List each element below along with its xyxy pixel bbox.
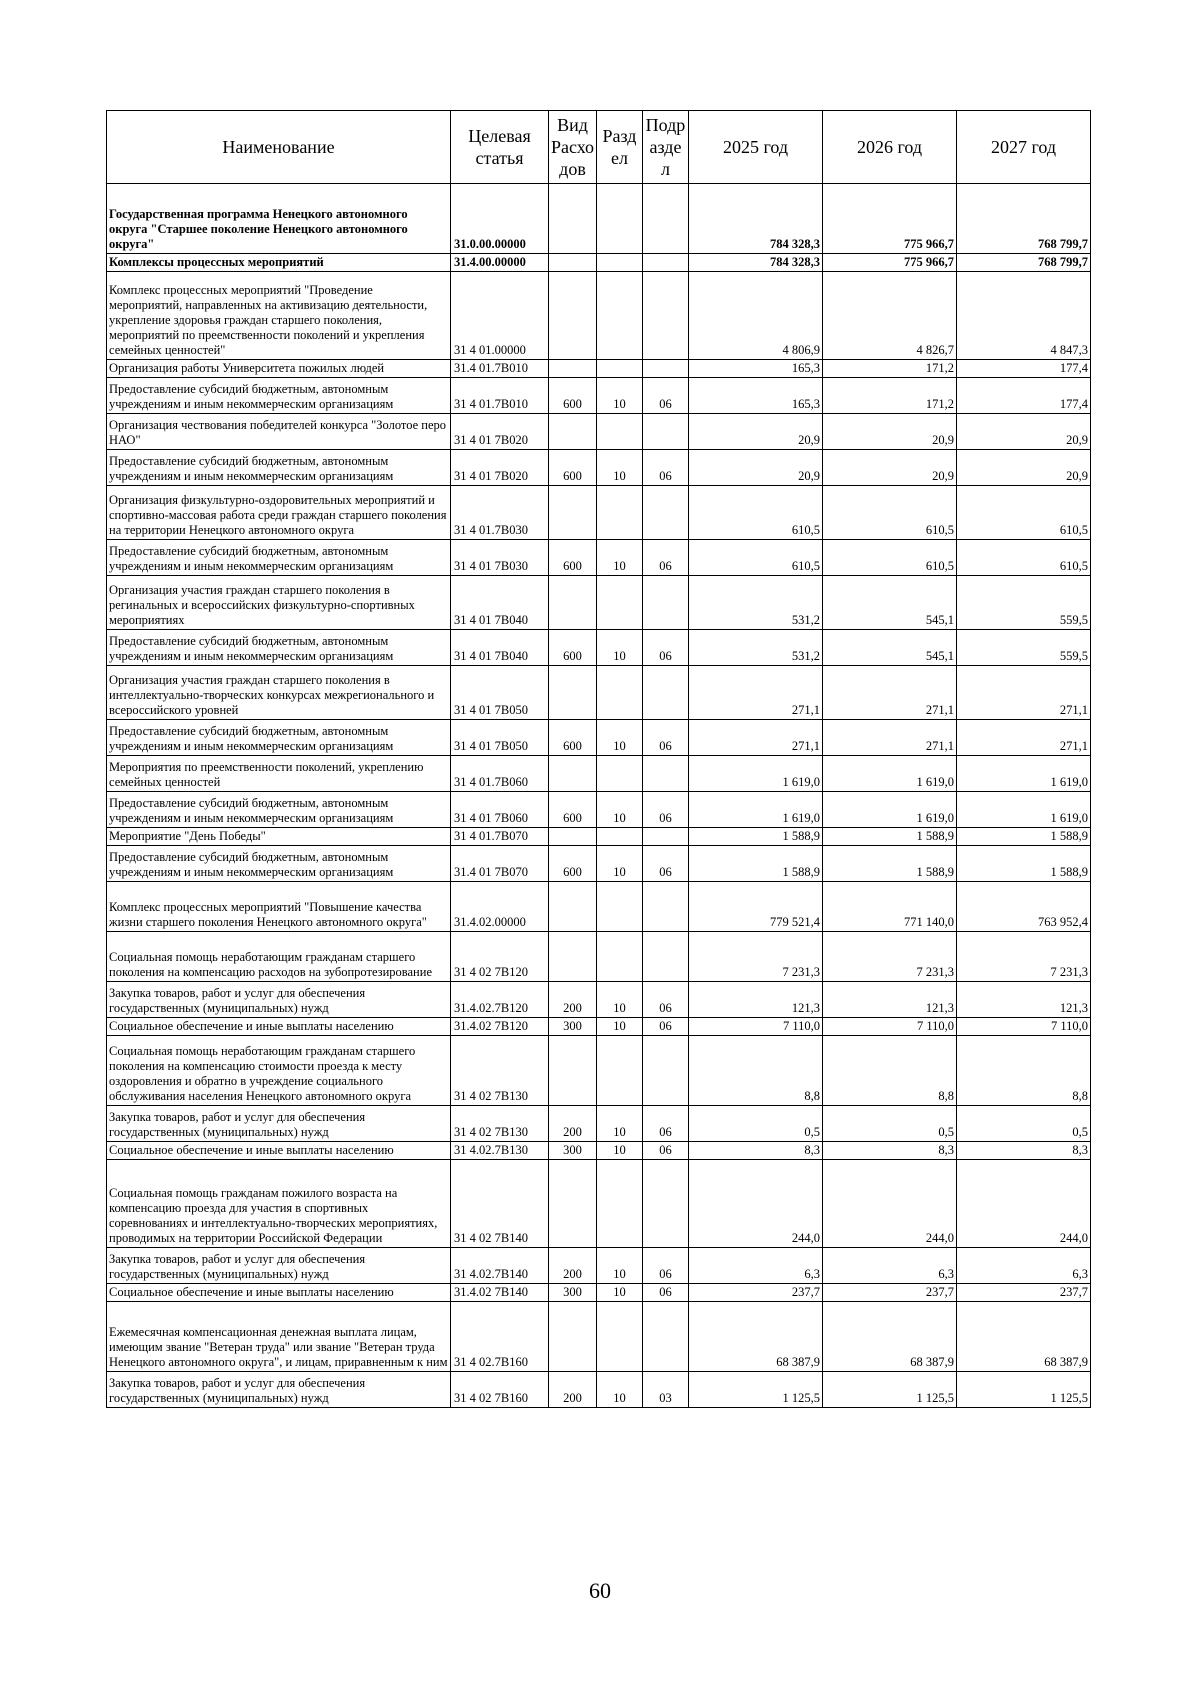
cell-2026: 775 966,7 bbox=[823, 184, 957, 254]
cell-target-article: 31 4 01.7В010 bbox=[451, 378, 549, 414]
cell-subsection: 06 bbox=[643, 540, 689, 576]
cell-subsection: 06 bbox=[643, 982, 689, 1018]
table-row bbox=[107, 450, 1091, 486]
cell-2026: 237,7 bbox=[823, 1284, 957, 1302]
cell-target-article: 31.4.02.00000 bbox=[451, 882, 549, 932]
cell-name: Предоставление субсидий бюджетным, автономным учреждениям и иным некоммерческим организациям bbox=[107, 378, 451, 414]
cell-subsection bbox=[643, 184, 689, 254]
cell-2027: 271,1 bbox=[957, 666, 1091, 720]
cell-section bbox=[597, 1302, 643, 1372]
cell-section bbox=[597, 1160, 643, 1248]
cell-target-article: 31 4 01 7В050 bbox=[451, 666, 549, 720]
table-row bbox=[107, 932, 1091, 982]
table-header-row bbox=[107, 111, 1091, 184]
cell-2025: 610,5 bbox=[689, 540, 823, 576]
cell-expense-type bbox=[549, 756, 597, 792]
cell-name: Мероприятия по преемственности поколений, укреплению семейных ценностей bbox=[107, 756, 451, 792]
cell-expense-type: 600 bbox=[549, 630, 597, 666]
cell-2027: 4 847,3 bbox=[957, 272, 1091, 360]
header-2027: 2027 год bbox=[957, 111, 1091, 184]
cell-target-article: 31.4.02 7В140 bbox=[451, 1284, 549, 1302]
cell-subsection: 06 bbox=[643, 1284, 689, 1302]
cell-2026: 68 387,9 bbox=[823, 1302, 957, 1372]
table-row bbox=[107, 540, 1091, 576]
cell-2025: 271,1 bbox=[689, 666, 823, 720]
cell-expense-type bbox=[549, 1160, 597, 1248]
header-2026: 2026 год bbox=[823, 111, 957, 184]
cell-subsection: 06 bbox=[643, 1142, 689, 1160]
table-row bbox=[107, 982, 1091, 1018]
cell-section bbox=[597, 254, 643, 272]
cell-expense-type: 200 bbox=[549, 1248, 597, 1284]
header-section: Разд ел bbox=[597, 111, 643, 184]
header-2025: 2025 год bbox=[689, 111, 823, 184]
cell-2026: 271,1 bbox=[823, 666, 957, 720]
cell-name: Социальная помощь неработающим гражданам старшего поколения на компенсацию расходов на зубопротезирование bbox=[107, 932, 451, 982]
cell-2027: 177,4 bbox=[957, 378, 1091, 414]
cell-target-article: 31 4 02 7В120 bbox=[451, 932, 549, 982]
cell-expense-type bbox=[549, 882, 597, 932]
cell-name: Закупка товаров, работ и услуг для обеспечения государственных (муниципальных) нужд bbox=[107, 1372, 451, 1408]
cell-name: Организация физкультурно-оздоровительных мероприятий и спортивно-массовая работа среди граждан старшего поколения на территории Ненецкого автономного округа bbox=[107, 486, 451, 540]
cell-2027: 20,9 bbox=[957, 450, 1091, 486]
cell-target-article: 31.4.02 7В120 bbox=[451, 1018, 549, 1036]
cell-section: 10 bbox=[597, 378, 643, 414]
cell-2025: 20,9 bbox=[689, 450, 823, 486]
cell-subsection bbox=[643, 576, 689, 630]
cell-expense-type: 600 bbox=[549, 846, 597, 882]
cell-2026: 1 619,0 bbox=[823, 792, 957, 828]
table-row bbox=[107, 1036, 1091, 1106]
cell-expense-type: 600 bbox=[549, 720, 597, 756]
cell-section: 10 bbox=[597, 450, 643, 486]
cell-2027: 768 799,7 bbox=[957, 254, 1091, 272]
table-row bbox=[107, 360, 1091, 378]
cell-subsection bbox=[643, 254, 689, 272]
cell-section: 10 bbox=[597, 1284, 643, 1302]
cell-section bbox=[597, 184, 643, 254]
cell-target-article: 31 4 02 7В140 bbox=[451, 1160, 549, 1248]
cell-2025: 8,3 bbox=[689, 1142, 823, 1160]
cell-2026: 171,2 bbox=[823, 360, 957, 378]
cell-2026: 771 140,0 bbox=[823, 882, 957, 932]
cell-2027: 271,1 bbox=[957, 720, 1091, 756]
cell-section: 10 bbox=[597, 1018, 643, 1036]
table-row bbox=[107, 882, 1091, 932]
cell-expense-type: 200 bbox=[549, 1372, 597, 1408]
cell-name: Государственная программа Ненецкого автономного округа "Старшее поколение Ненецкого автономного округа" bbox=[107, 184, 451, 254]
cell-target-article: 31 4.02.7В130 bbox=[451, 1142, 549, 1160]
cell-section bbox=[597, 360, 643, 378]
cell-name: Комплексы процессных мероприятий bbox=[107, 254, 451, 272]
cell-2025: 610,5 bbox=[689, 486, 823, 540]
cell-2027: 0,5 bbox=[957, 1106, 1091, 1142]
cell-subsection: 06 bbox=[643, 846, 689, 882]
cell-name: Предоставление субсидий бюджетным, автономным учреждениям и иным некоммерческим организациям bbox=[107, 540, 451, 576]
cell-subsection bbox=[643, 272, 689, 360]
cell-2027: 1 588,9 bbox=[957, 828, 1091, 846]
cell-2025: 244,0 bbox=[689, 1160, 823, 1248]
cell-expense-type: 300 bbox=[549, 1018, 597, 1036]
cell-expense-type bbox=[549, 360, 597, 378]
cell-name: Предоставление субсидий бюджетным, автономным учреждениям и иным некоммерческим организациям bbox=[107, 720, 451, 756]
cell-subsection: 06 bbox=[643, 450, 689, 486]
cell-2027: 1 619,0 bbox=[957, 792, 1091, 828]
cell-subsection: 06 bbox=[643, 792, 689, 828]
cell-expense-type bbox=[549, 184, 597, 254]
cell-target-article: 31 4 02 7В160 bbox=[451, 1372, 549, 1408]
cell-target-article: 31 4 02.7В160 bbox=[451, 1302, 549, 1372]
cell-expense-type bbox=[549, 254, 597, 272]
cell-target-article: 31 4 01.7В030 bbox=[451, 486, 549, 540]
cell-subsection: 03 bbox=[643, 1372, 689, 1408]
cell-2025: 165,3 bbox=[689, 360, 823, 378]
cell-2027: 177,4 bbox=[957, 360, 1091, 378]
cell-expense-type: 600 bbox=[549, 792, 597, 828]
cell-expense-type bbox=[549, 1302, 597, 1372]
cell-2025: 784 328,3 bbox=[689, 184, 823, 254]
cell-name: Закупка товаров, работ и услуг для обеспечения государственных (муниципальных) нужд bbox=[107, 1248, 451, 1284]
cell-expense-type bbox=[549, 576, 597, 630]
cell-expense-type bbox=[549, 666, 597, 720]
cell-name: Социальная помощь гражданам пожилого возраста на компенсацию проезда для участия в спортивных соревнованиях и интеллектуально-творческих мероприятиях, проводимых на территории Российской Федерации bbox=[107, 1160, 451, 1248]
cell-target-article: 31 4 02 7В130 bbox=[451, 1106, 549, 1142]
cell-2026: 7 231,3 bbox=[823, 932, 957, 982]
cell-2025: 271,1 bbox=[689, 720, 823, 756]
table-row bbox=[107, 1372, 1091, 1408]
cell-2027: 7 110,0 bbox=[957, 1018, 1091, 1036]
cell-expense-type bbox=[549, 272, 597, 360]
cell-2027: 8,3 bbox=[957, 1142, 1091, 1160]
cell-2025: 0,5 bbox=[689, 1106, 823, 1142]
cell-section bbox=[597, 756, 643, 792]
cell-2025: 68 387,9 bbox=[689, 1302, 823, 1372]
cell-section: 10 bbox=[597, 540, 643, 576]
cell-2026: 4 826,7 bbox=[823, 272, 957, 360]
table-body bbox=[107, 184, 1091, 1408]
cell-2025: 1 619,0 bbox=[689, 756, 823, 792]
cell-expense-type: 300 bbox=[549, 1142, 597, 1160]
cell-2025: 779 521,4 bbox=[689, 882, 823, 932]
cell-2026: 545,1 bbox=[823, 576, 957, 630]
table-row bbox=[107, 1248, 1091, 1284]
cell-section: 10 bbox=[597, 1142, 643, 1160]
cell-2025: 20,9 bbox=[689, 414, 823, 450]
cell-name: Социальная помощь неработающим гражданам старшего поколения на компенсацию стоимости проезда к месту оздоровления и обратно в учреждение социального обслуживания населения Ненецкого автономного округа bbox=[107, 1036, 451, 1106]
cell-target-article: 31 4 01.7В060 bbox=[451, 756, 549, 792]
cell-2025: 237,7 bbox=[689, 1284, 823, 1302]
cell-name: Предоставление субсидий бюджетным, автономным учреждениям и иным некоммерческим организациям bbox=[107, 450, 451, 486]
cell-target-article: 31 4 01 7В040 bbox=[451, 630, 549, 666]
cell-name: Закупка товаров, работ и услуг для обеспечения государственных (муниципальных) нужд bbox=[107, 982, 451, 1018]
table-row bbox=[107, 254, 1091, 272]
table-row bbox=[107, 378, 1091, 414]
cell-subsection bbox=[643, 1160, 689, 1248]
table-row bbox=[107, 720, 1091, 756]
cell-2027: 68 387,9 bbox=[957, 1302, 1091, 1372]
cell-name: Мероприятие "День Победы" bbox=[107, 828, 451, 846]
cell-2027: 768 799,7 bbox=[957, 184, 1091, 254]
cell-subsection bbox=[643, 1036, 689, 1106]
cell-section: 10 bbox=[597, 982, 643, 1018]
cell-section: 10 bbox=[597, 1372, 643, 1408]
cell-name: Предоставление субсидий бюджетным, автономным учреждениям и иным некоммерческим организациям bbox=[107, 792, 451, 828]
cell-2026: 1 588,9 bbox=[823, 846, 957, 882]
cell-section bbox=[597, 828, 643, 846]
table-row bbox=[107, 1160, 1091, 1248]
cell-target-article: 31.4.00.00000 bbox=[451, 254, 549, 272]
cell-2026: 610,5 bbox=[823, 540, 957, 576]
cell-2025: 8,8 bbox=[689, 1036, 823, 1106]
table-row bbox=[107, 756, 1091, 792]
cell-subsection: 06 bbox=[643, 378, 689, 414]
cell-2025: 1 619,0 bbox=[689, 792, 823, 828]
cell-expense-type: 200 bbox=[549, 982, 597, 1018]
cell-section bbox=[597, 272, 643, 360]
cell-2026: 1 125,5 bbox=[823, 1372, 957, 1408]
cell-2026: 6,3 bbox=[823, 1248, 957, 1284]
cell-2025: 531,2 bbox=[689, 630, 823, 666]
cell-section: 10 bbox=[597, 630, 643, 666]
header-target-article: Целевая статья bbox=[451, 111, 549, 184]
table-row bbox=[107, 272, 1091, 360]
cell-section bbox=[597, 932, 643, 982]
cell-expense-type bbox=[549, 932, 597, 982]
header-subsection: Подр азде л bbox=[643, 111, 689, 184]
cell-subsection bbox=[643, 666, 689, 720]
cell-expense-type: 300 bbox=[549, 1284, 597, 1302]
table-row bbox=[107, 486, 1091, 540]
cell-subsection bbox=[643, 414, 689, 450]
cell-section: 10 bbox=[597, 846, 643, 882]
cell-subsection bbox=[643, 756, 689, 792]
table-row bbox=[107, 666, 1091, 720]
table-row bbox=[107, 576, 1091, 630]
cell-target-article: 31 4 02 7В130 bbox=[451, 1036, 549, 1106]
cell-2026: 1 619,0 bbox=[823, 756, 957, 792]
cell-2027: 20,9 bbox=[957, 414, 1091, 450]
cell-2026: 20,9 bbox=[823, 450, 957, 486]
cell-expense-type: 200 bbox=[549, 1106, 597, 1142]
table-row bbox=[107, 828, 1091, 846]
cell-section: 10 bbox=[597, 1248, 643, 1284]
cell-2026: 171,2 bbox=[823, 378, 957, 414]
cell-name: Организация участия граждан старшего поколения в регинальных и всероссийских физкультурно-спортивных мероприятиях bbox=[107, 576, 451, 630]
cell-2026: 610,5 bbox=[823, 486, 957, 540]
cell-subsection: 06 bbox=[643, 630, 689, 666]
cell-2027: 6,3 bbox=[957, 1248, 1091, 1284]
cell-target-article: 31 4 01 7В060 bbox=[451, 792, 549, 828]
table-row bbox=[107, 1106, 1091, 1142]
cell-target-article: 31 4 01 7В030 bbox=[451, 540, 549, 576]
cell-name: Социальное обеспечение и иные выплаты населению bbox=[107, 1018, 451, 1036]
cell-2025: 784 328,3 bbox=[689, 254, 823, 272]
cell-subsection: 06 bbox=[643, 1248, 689, 1284]
cell-subsection: 06 bbox=[643, 1106, 689, 1142]
cell-2025: 531,2 bbox=[689, 576, 823, 630]
cell-2026: 244,0 bbox=[823, 1160, 957, 1248]
cell-name: Комплекс процессных мероприятий "Повышение качества жизни старшего поколения Ненецкого автономного округа" bbox=[107, 882, 451, 932]
cell-target-article: 31 4 01.7В070 bbox=[451, 828, 549, 846]
cell-expense-type bbox=[549, 414, 597, 450]
cell-target-article: 31.0.00.00000 bbox=[451, 184, 549, 254]
cell-2026: 8,3 bbox=[823, 1142, 957, 1160]
cell-2026: 121,3 bbox=[823, 982, 957, 1018]
cell-2025: 121,3 bbox=[689, 982, 823, 1018]
cell-subsection bbox=[643, 360, 689, 378]
table-row bbox=[107, 1284, 1091, 1302]
cell-target-article: 31 4 01 7В020 bbox=[451, 414, 549, 450]
cell-expense-type: 600 bbox=[549, 378, 597, 414]
cell-subsection bbox=[643, 486, 689, 540]
cell-2026: 1 588,9 bbox=[823, 828, 957, 846]
cell-2027: 1 588,9 bbox=[957, 846, 1091, 882]
cell-target-article: 31.4 01.7В010 bbox=[451, 360, 549, 378]
cell-2026: 7 110,0 bbox=[823, 1018, 957, 1036]
cell-2027: 559,5 bbox=[957, 630, 1091, 666]
cell-2027: 7 231,3 bbox=[957, 932, 1091, 982]
page-number: 60 bbox=[589, 1578, 611, 1603]
cell-section bbox=[597, 486, 643, 540]
cell-2026: 8,8 bbox=[823, 1036, 957, 1106]
cell-2027: 8,8 bbox=[957, 1036, 1091, 1106]
cell-target-article: 31 4 01 7В020 bbox=[451, 450, 549, 486]
cell-2025: 1 588,9 bbox=[689, 828, 823, 846]
header-expense-type: Вид Расхо дов bbox=[549, 111, 597, 184]
budget-table-sheet bbox=[106, 110, 1090, 1408]
cell-expense-type bbox=[549, 828, 597, 846]
cell-subsection bbox=[643, 882, 689, 932]
cell-name: Организация работы Университета пожилых людей bbox=[107, 360, 451, 378]
table-row bbox=[107, 630, 1091, 666]
cell-2025: 7 110,0 bbox=[689, 1018, 823, 1036]
cell-2025: 7 231,3 bbox=[689, 932, 823, 982]
cell-expense-type bbox=[549, 486, 597, 540]
cell-name: Организация участия граждан старшего поколения в интеллектуально-творческих конкурсах межрегионального и всероссийского уровней bbox=[107, 666, 451, 720]
cell-name: Ежемесячная компенсационная денежная выплата лицам, имеющим звание "Ветеран труда" или звание "Ветеран труда Ненецкого автономного округа", и лицам, приравненным к ним bbox=[107, 1302, 451, 1372]
table-row bbox=[107, 1142, 1091, 1160]
cell-2025: 1 125,5 bbox=[689, 1372, 823, 1408]
cell-section bbox=[597, 882, 643, 932]
cell-section: 10 bbox=[597, 720, 643, 756]
cell-expense-type bbox=[549, 1036, 597, 1106]
cell-target-article: 31 4 01 7В040 bbox=[451, 576, 549, 630]
table-row bbox=[107, 1018, 1091, 1036]
cell-target-article: 31 4 01 7В050 bbox=[451, 720, 549, 756]
cell-name: Комплекс процессных мероприятий "Проведение мероприятий, направленных на активизацию деятельности, укрепление здоровья граждан старшего поколения, мероприятий по преемственности поколений и укрепления семейных ценностей" bbox=[107, 272, 451, 360]
cell-2027: 763 952,4 bbox=[957, 882, 1091, 932]
cell-2025: 1 588,9 bbox=[689, 846, 823, 882]
cell-2027: 1 619,0 bbox=[957, 756, 1091, 792]
cell-2027: 244,0 bbox=[957, 1160, 1091, 1248]
cell-name: Предоставление субсидий бюджетным, автономным учреждениям и иным некоммерческим организациям bbox=[107, 630, 451, 666]
cell-name: Социальное обеспечение и иные выплаты населению bbox=[107, 1142, 451, 1160]
cell-2026: 0,5 bbox=[823, 1106, 957, 1142]
cell-subsection bbox=[643, 828, 689, 846]
header-name: Наименование bbox=[107, 111, 451, 184]
cell-2027: 237,7 bbox=[957, 1284, 1091, 1302]
cell-2026: 271,1 bbox=[823, 720, 957, 756]
cell-name: Закупка товаров, работ и услуг для обеспечения государственных (муниципальных) нужд bbox=[107, 1106, 451, 1142]
table-row bbox=[107, 792, 1091, 828]
cell-2027: 610,5 bbox=[957, 486, 1091, 540]
table-row bbox=[107, 846, 1091, 882]
table-row bbox=[107, 414, 1091, 450]
cell-name: Организация чествования победителей конкурса "Золотое перо НАО" bbox=[107, 414, 451, 450]
cell-subsection bbox=[643, 932, 689, 982]
cell-name: Предоставление субсидий бюджетным, автономным учреждениям и иным некоммерческим организациям bbox=[107, 846, 451, 882]
cell-target-article: 31 4.02.7В140 bbox=[451, 1248, 549, 1284]
cell-section: 10 bbox=[597, 1106, 643, 1142]
cell-target-article: 31.4 01 7В070 bbox=[451, 846, 549, 882]
cell-2027: 1 125,5 bbox=[957, 1372, 1091, 1408]
cell-name: Социальное обеспечение и иные выплаты населению bbox=[107, 1284, 451, 1302]
cell-subsection bbox=[643, 1302, 689, 1372]
budget-table bbox=[106, 110, 1091, 1408]
cell-expense-type: 600 bbox=[549, 450, 597, 486]
cell-2025: 165,3 bbox=[689, 378, 823, 414]
cell-2026: 20,9 bbox=[823, 414, 957, 450]
cell-subsection: 06 bbox=[643, 720, 689, 756]
table-row bbox=[107, 1302, 1091, 1372]
cell-section bbox=[597, 1036, 643, 1106]
cell-section bbox=[597, 414, 643, 450]
cell-2027: 121,3 bbox=[957, 982, 1091, 1018]
cell-2026: 545,1 bbox=[823, 630, 957, 666]
cell-2027: 610,5 bbox=[957, 540, 1091, 576]
cell-target-article: 31.4.02.7В120 bbox=[451, 982, 549, 1018]
cell-2027: 559,5 bbox=[957, 576, 1091, 630]
cell-2025: 4 806,9 bbox=[689, 272, 823, 360]
cell-section bbox=[597, 666, 643, 720]
cell-subsection: 06 bbox=[643, 1018, 689, 1036]
cell-2026: 775 966,7 bbox=[823, 254, 957, 272]
cell-expense-type: 600 bbox=[549, 540, 597, 576]
cell-section bbox=[597, 576, 643, 630]
table-row bbox=[107, 184, 1091, 254]
cell-2025: 6,3 bbox=[689, 1248, 823, 1284]
cell-target-article: 31 4 01.00000 bbox=[451, 272, 549, 360]
cell-section: 10 bbox=[597, 792, 643, 828]
